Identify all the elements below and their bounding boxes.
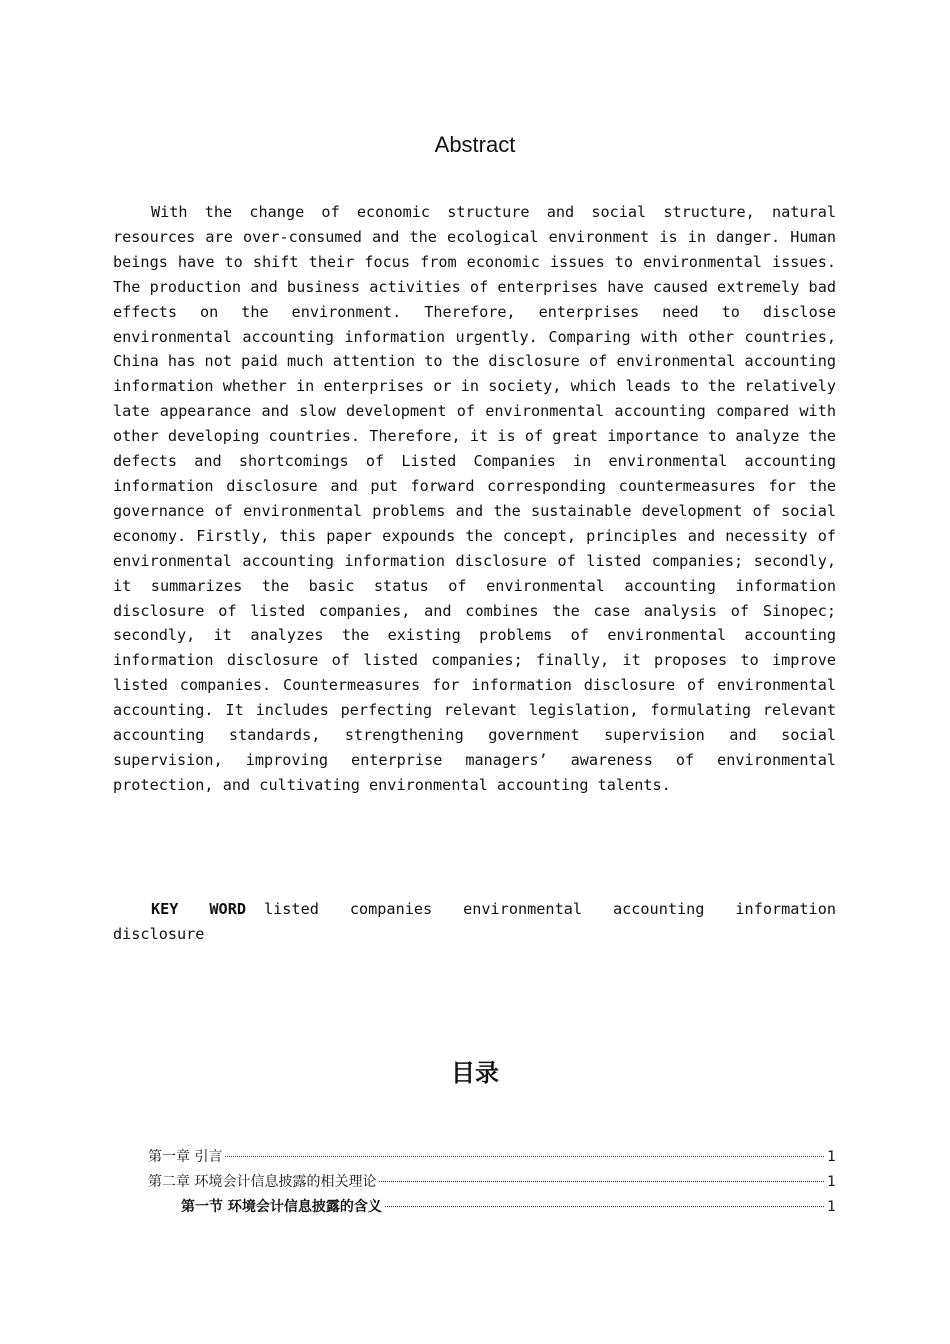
abstract-title: Abstract [434,132,516,157]
toc-entry-section-1[interactable] [181,1197,836,1217]
toc-title: 目录 [451,1059,499,1087]
toc-page-number: 1 [827,1199,836,1215]
abstract-body: With the change of economic structure and social structure, natural resources are over-consumed and the ecological environment is in danger. Human beings have to shift their focus from economic issues to environmental issues. The production and business activities of enterprises have caused extremely bad effects on the environment. Therefore, enterprises need to disclose environmental accounting information urgently. Comparing with other countries, China has not paid much attention to the disclosure of environmental accounting information whether in enterprises or in society, which leads to the relatively late appearance and slow development of environmental accounting compared with other developing countries. Therefore, it is of great importance to analyze the defects and shortcomings of Listed Companies in environmental accounting information disclosure and put forward corresponding countermeasures for the governance of environmental problems and the sustainable development of social economy. Firstly, this paper expounds the concept, principles and necessity of environmental accounting information disclosure of listed companies; secondly, it summarizes the basic status of environmental accounting information disclosure of listed companies, and combines the case analysis of Sinopec; secondly, it analyzes the existing problems of environmental accounting information disclosure of listed companies; finally, it proposes to improve listed companies. Countermeasures for information disclosure of environmental accounting. It includes perfecting relevant legislation, formulating relevant accounting standards, strengthening government supervision and social supervision, improving enterprise managers’ awareness of environmental protection, and cultivating environmental accounting talents. [113,203,836,794]
toc-entry-chapter-2[interactable] [148,1172,836,1192]
toc-entry-text: 第一节 环境会计信息披露的含义 [181,1199,382,1215]
toc-entry-text: 第一章 引言 [148,1149,223,1165]
toc-page-number: 1 [827,1149,836,1165]
toc-page-number: 1 [827,1174,836,1190]
toc-entry-chapter-1[interactable] [148,1147,836,1167]
toc-entry-text: 第二章 环境会计信息披露的相关理论 [148,1174,377,1190]
toc-dot-leader [225,1156,824,1157]
keywords-paragraph [113,897,836,947]
keywords-text: listed companies environmental accounting information disclosure [113,900,836,943]
toc-dot-leader [385,1206,824,1207]
keywords-label: KEY WORD [151,900,246,918]
toc-dot-leader [379,1181,824,1182]
